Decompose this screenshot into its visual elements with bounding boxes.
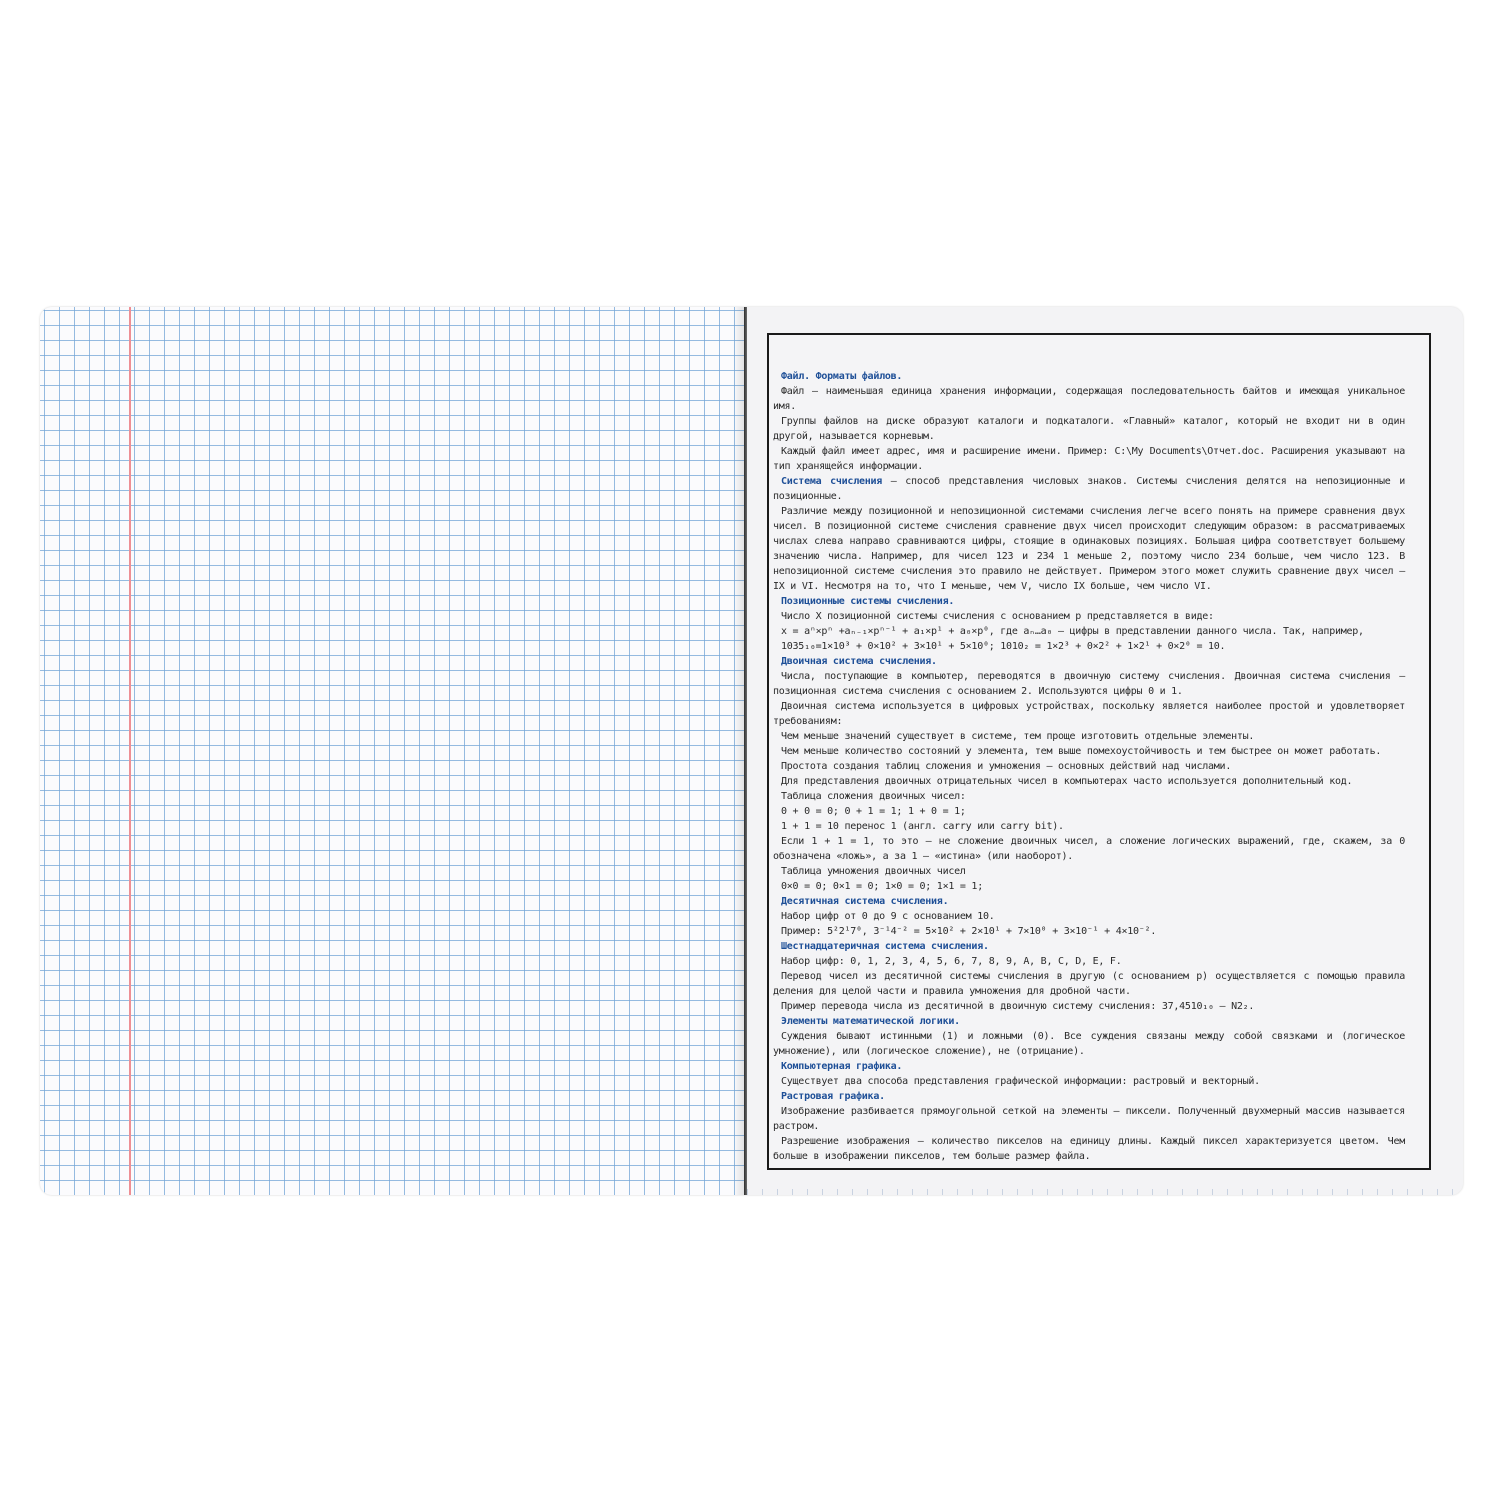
paragraph: Чем меньше количество состояний у элемента, тем выше помехоустойчивость и тем быстрее он может работать. (781, 746, 1382, 757)
section-title: Позиционные системы счисления. (781, 596, 955, 607)
paragraph: Различие между позиционной и непозиционной системами счисления легче всего понять на примере сравнения двух чисел. В позиционной системе счисления сравнение двух чисел происходит следующим образом: в рассматриваемых числах слева направо сравниваются цифры, стоящие в одинаковых позициях. Большая цифра соответствует большему значению числа. Например, для чисел 123 и 234 1 меньше 2, поэтому число 234 больше, чем число 123. В непозиционной системе счисления это правило не действует. Примером этого может служить сравнение двух чисел — IX и VI. Несмотря на то, что I меньше, чем V, число IX больше, чем число VI. (773, 506, 1405, 592)
page-edge-dots (747, 1189, 1463, 1195)
paragraph: Двоичная система используется в цифровых устройствах, поскольку является наиболее простой и удовлетворяет требованиям: (773, 701, 1405, 727)
paragraph: Разрешение изображения — количество пикселов на единицу длины. Каждый пиксел характеризуется цветом. Чем больше в изображении пикселов, тем больше размер файла. (773, 1136, 1405, 1162)
section-title: Двоичная система счисления. (781, 656, 937, 667)
section-title: Компьютерная графика. (781, 1061, 903, 1072)
section-title: Шестнадцатеричная система счисления. (781, 941, 989, 952)
paragraph: 0×0 = 0; 0×1 = 0; 1×0 = 0; 1×1 = 1; (781, 881, 983, 892)
reference-page (747, 307, 1463, 1195)
paragraph: Таблица сложения двоичных чисел: (781, 791, 966, 802)
paragraph: Файл — наименьшая единица хранения информации, содержащая последовательность байтов и имеющая уникальное имя. (773, 386, 1405, 412)
grid-page (40, 307, 744, 1195)
paragraph: Таблица умножения двоичных чисел (781, 866, 966, 877)
paragraph: Число X позиционной системы счисления с основанием p представляется в виде: (781, 611, 1214, 622)
paragraph: Суждения бывают истинными (1) и ложными (0). Все суждения связаны между собой связками и (логическое умножение), или (логическое сложение), не (отрицание). (773, 1031, 1405, 1057)
reference-text (773, 369, 1405, 1164)
paragraph (773, 474, 1405, 504)
spine-shadow (733, 307, 744, 1195)
reference-box (767, 333, 1431, 1170)
paragraph: Простота создания таблиц сложения и умножения — основных действий над числами. (781, 761, 1232, 772)
paragraph: x = aⁿ×pⁿ +aₙ₋₁×pⁿ⁻¹ + a₁×p¹ + a₀×p⁰, где aₙ…a₀ — цифры в представлении данного числа. Так, например, (781, 626, 1364, 637)
paragraph: Изображение разбивается прямоугольной сеткой на элементы — пиксели. Полученный двухмерный массив называется растром. (773, 1106, 1405, 1132)
section-title: Файл. Форматы файлов. (781, 371, 903, 382)
paragraph: Числа, поступающие в компьютер, переводятся в двоичную систему счисления. Двоичная система счисления — позиционная система счисления с основанием 2. Используются цифры 0 и 1. (773, 671, 1405, 697)
margin-line (129, 307, 131, 1195)
paragraph: Если 1 + 1 = 1, то это — не сложение двоичных чисел, а сложение логических выражений, где, скажем, за 0 обозначена «ложь», а за 1 — «истина» (или наоборот). (773, 836, 1405, 862)
paragraph: Пример: 5²2¹7⁰, 3⁻¹4⁻² = 5×10² + 2×10¹ + 7×10⁰ + 3×10⁻¹ + 4×10⁻². (781, 926, 1157, 937)
open-notebook (40, 307, 1463, 1195)
paragraph: Чем меньше значений существует в системе, тем проще изготовить отдельные элементы. (781, 731, 1255, 742)
paragraph: Набор цифр от 0 до 9 с основанием 10. (781, 911, 995, 922)
definition: — способ представления числовых знаков. Системы счисления делятся на непозиционные и позиционные. (773, 476, 1405, 502)
paragraph: 0 + 0 = 0; 0 + 1 = 1; 1 + 0 = 1; (781, 806, 966, 817)
paragraph: 1 + 1 = 10 перенос 1 (англ. carry или carry bit). (781, 821, 1064, 832)
paragraph: Перевод чисел из десятичной системы счисления в другую (с основанием p) осуществляется с помощью правила деления для целой части и правила умножения для дробной части. (773, 971, 1405, 997)
term: Система счисления (781, 476, 883, 487)
section-title: Растровая графика. (781, 1091, 885, 1102)
paragraph: Каждый файл имеет адрес, имя и расширение имени. Пример: C:\My Documents\Отчет.doc. Расширения указывают на тип хранящейся информации. (773, 446, 1405, 472)
section-title: Десятичная система счисления. (781, 896, 949, 907)
paragraph: Пример перевода числа из десятичной в двоичную систему счисления: 37,4510₁₀ — N2₂. (781, 1001, 1255, 1012)
paragraph: 1035₁₀=1×10³ + 0×10² + 3×10¹ + 5×10⁰; 1010₂ = 1×2³ + 0×2² + 1×2¹ + 0×2⁰ = 10. (781, 641, 1226, 652)
paragraph: Существует два способа представления графической информации: растровый и векторный. (781, 1076, 1260, 1087)
paragraph: Набор цифр: 0, 1, 2, 3, 4, 5, 6, 7, 8, 9, A, B, C, D, E, F. (781, 956, 1122, 967)
paragraph: Для представления двоичных отрицательных чисел в компьютерах часто используется дополнительный код. (781, 776, 1353, 787)
paragraph: Группы файлов на диске образуют каталоги и подкаталоги. «Главный» каталог, который не входит ни в один другой, называется корневым. (773, 416, 1405, 442)
section-title: Элементы математической логики. (781, 1016, 960, 1027)
